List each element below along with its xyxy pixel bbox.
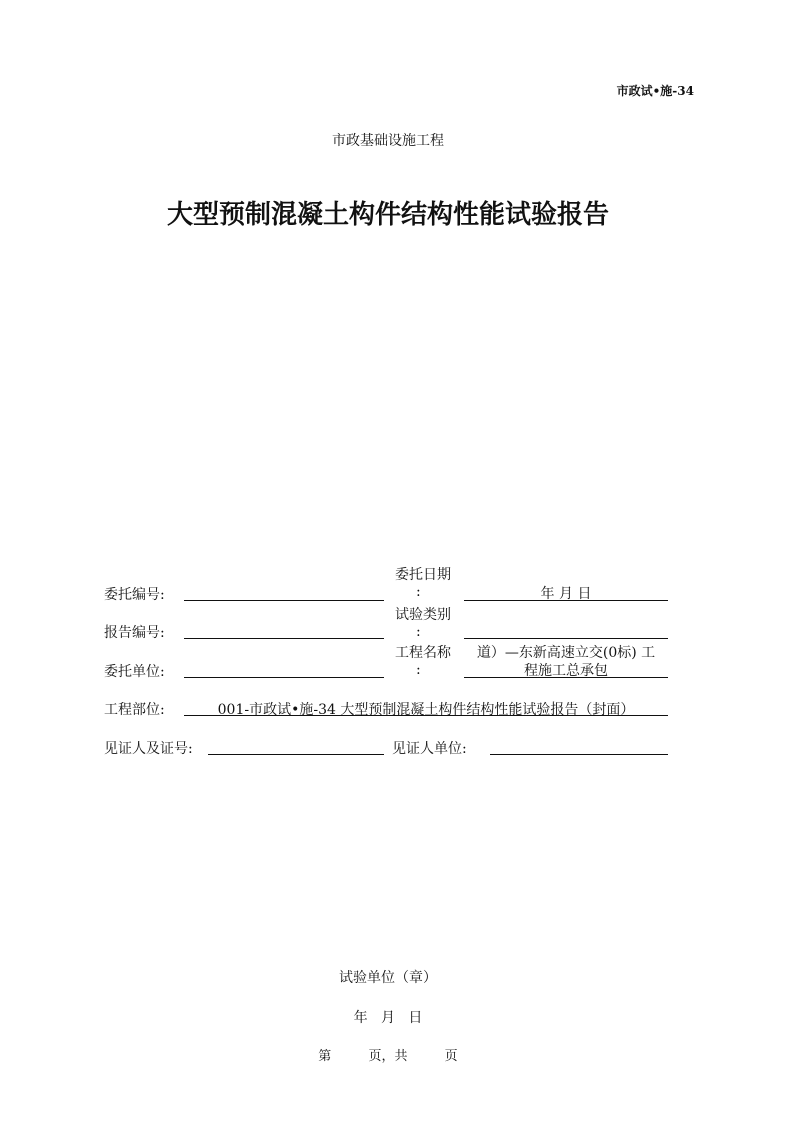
entrust-unit-line bbox=[184, 677, 384, 678]
project-name-colon: : bbox=[416, 662, 421, 678]
test-type-label: 试验类别 bbox=[395, 607, 451, 623]
entrust-no-label: 委托编号: bbox=[104, 587, 165, 603]
witness-unit-label: 见证人单位: bbox=[392, 741, 467, 757]
form-code: 市政试•施-34 bbox=[616, 84, 694, 98]
entrust-unit-label: 委托单位: bbox=[104, 664, 165, 680]
witness-line bbox=[208, 754, 384, 755]
project-part-label: 工程部位: bbox=[104, 702, 165, 718]
page-subtitle: 市政基础设施工程 bbox=[332, 133, 444, 149]
footer-date: 年 月 日 bbox=[353, 1010, 423, 1026]
project-name-value-line1: 道）—东新高速立交(0标) 工 bbox=[476, 645, 656, 661]
witness-unit-line bbox=[490, 754, 668, 755]
project-name-line bbox=[464, 677, 668, 678]
project-name-label: 工程名称 bbox=[395, 645, 451, 661]
page-info: 第 页，共 页 bbox=[318, 1049, 458, 1064]
entrust-date-colon: : bbox=[416, 584, 421, 600]
project-part-line bbox=[184, 715, 668, 716]
entrust-date-value: 年 月 日 bbox=[540, 586, 592, 602]
test-unit-seal: 试验单位（章） bbox=[339, 970, 437, 986]
page-title: 大型预制混凝土构件结构性能试验报告 bbox=[166, 200, 609, 230]
project-name-value-line2: 程施工总承包 bbox=[524, 663, 608, 679]
report-no-label: 报告编号: bbox=[104, 625, 165, 641]
entrust-no-line bbox=[184, 600, 384, 601]
entrust-date-line bbox=[464, 600, 668, 601]
project-part-value: 001-市政试•施-34 大型预制混凝土构件结构性能试验报告（封面） bbox=[217, 702, 635, 718]
entrust-date-label: 委托日期 bbox=[395, 567, 451, 583]
report-no-line bbox=[184, 638, 384, 639]
witness-label: 见证人及证号: bbox=[104, 741, 193, 757]
test-type-line bbox=[464, 638, 668, 639]
test-type-colon: : bbox=[416, 624, 421, 640]
